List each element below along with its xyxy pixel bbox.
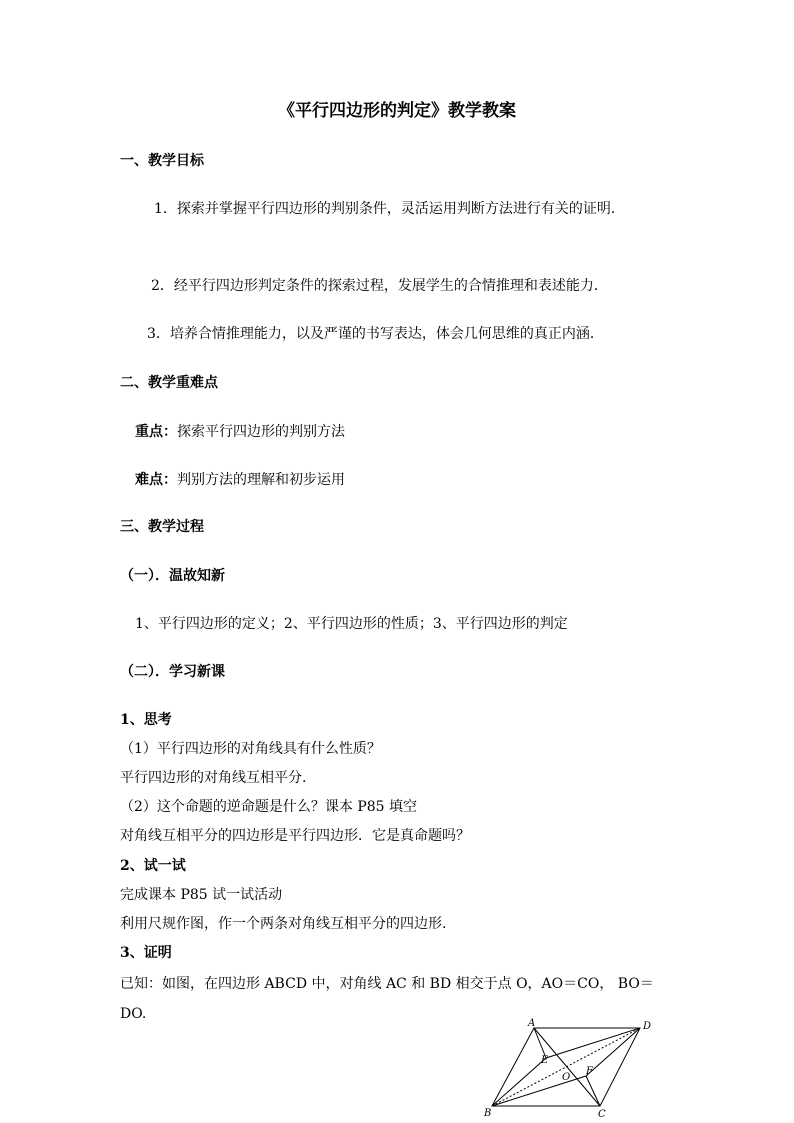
label-c: C — [598, 1109, 606, 1120]
segment-fc — [586, 1076, 600, 1106]
subsection-new-lesson: （二）．学习新课 — [120, 664, 225, 680]
difficulty-label: 难点： — [135, 472, 177, 488]
try-text-2: 利用尺规作图，作一个两条对角线互相平分的四边形. — [120, 916, 447, 932]
think-heading: 1、思考 — [120, 712, 172, 728]
question-1: （1）平行四边形的对角线具有什么性质？ — [120, 741, 381, 757]
key-point-label: 重点： — [135, 424, 177, 440]
document-title: 《平行四边形的判定》教学教案 — [278, 101, 516, 121]
proof-given: 已知：如图，在四边形 ABCD 中，对角线 AC 和 BD 相交于点 O，AO＝CO， BO＝DO. — [120, 976, 654, 1022]
diagonal-bd — [492, 1028, 640, 1106]
answer-2: 对角线互相平分的四边形是平行四边形．它是真命题吗？ — [120, 828, 470, 844]
question-2: （2）这个命题的逆命题是什么？课本 P85 填空 — [120, 799, 418, 815]
label-f: F — [586, 1066, 593, 1077]
difficulty-row — [135, 471, 345, 489]
label-d: D — [643, 1021, 652, 1032]
label-a: A — [528, 1018, 536, 1029]
key-point-row — [135, 423, 345, 441]
label-o: O — [562, 1072, 571, 1083]
try-heading: 2、试一试 — [120, 858, 186, 874]
parallelogram-figure — [478, 1018, 678, 1120]
section-heading-key-points: 二、教学重难点 — [120, 375, 218, 391]
proof-heading: 3、证明 — [120, 945, 172, 961]
answer-1: 平行四边形的对角线互相平分. — [120, 770, 307, 786]
subsection-review: （一）．温故知新 — [120, 568, 225, 584]
label-e: E — [541, 1055, 549, 1066]
goal-item-1: 1．探索并掌握平行四边形的判别条件，灵活运用判断方法进行有关的证明． — [154, 201, 625, 217]
review-text: 1、平行四边形的定义；2、平行四边形的性质；3、平行四边形的判定 — [135, 616, 568, 632]
section-heading-process: 三、教学过程 — [120, 519, 204, 535]
goal-item-3: 3．培养合情推理能力，以及严谨的书写表达，体会几何思维的真正内涵． — [147, 326, 604, 342]
goal-item-2: 2．经平行四边形判定条件的探索过程，发展学生的合情推理和表述能力． — [151, 278, 608, 294]
segment-ae — [534, 1028, 546, 1058]
difficulty-text: 判别方法的理解和初步运用 — [177, 472, 345, 488]
key-point-text: 探索平行四边形的判别方法 — [177, 424, 345, 440]
section-heading-goals: 一、教学目标 — [120, 153, 204, 169]
try-text-1: 完成课本 P85 试一试活动 — [120, 887, 283, 903]
label-b: B — [484, 1108, 492, 1119]
